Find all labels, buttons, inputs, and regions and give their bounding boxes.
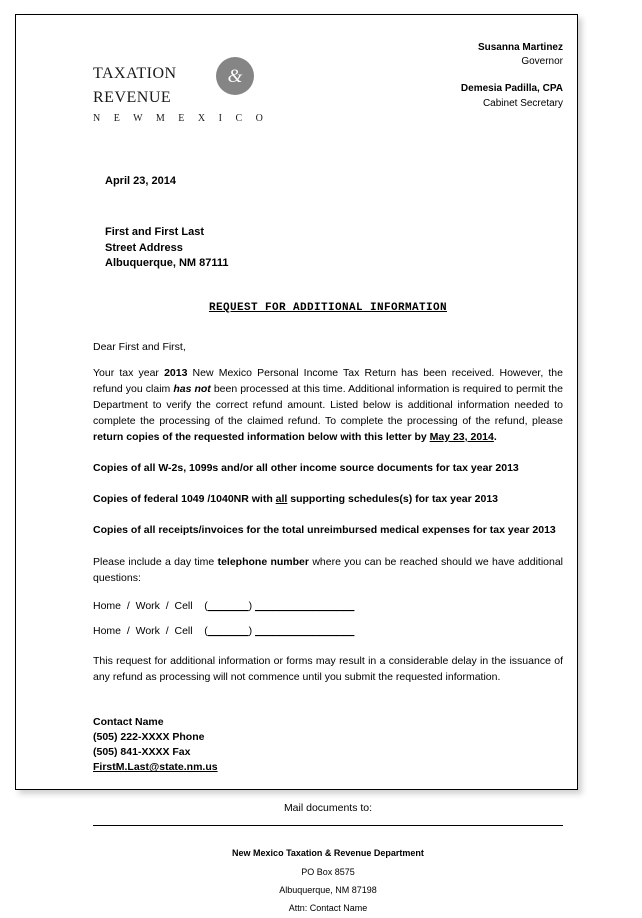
requested-item — [93, 492, 563, 508]
governor-title: Governor — [521, 56, 563, 68]
phone-area-open-paren: ( — [204, 599, 208, 612]
telephone-instruction-paragraph — [93, 555, 563, 587]
requested-item-text-after: supporting schedules(s) for tax year 2013 — [287, 492, 498, 505]
letterhead — [93, 15, 563, 149]
governor-name: Susanna Martinez — [477, 42, 563, 53]
cabinet-secretary-title: Cabinet Secretary — [482, 97, 563, 109]
para1-tax-year: 2013 — [164, 366, 188, 379]
para1-part3: been processed at this time. Additional information is required to permit the Department to verify the correct refund amount. Listed below is additional information needed to complete the processing of the claimed refund. To complete the processing of the refund, please — [93, 382, 563, 427]
letter-date: April 23, 2014 — [105, 175, 176, 187]
phone-type-labels: Home / Work / Cell — [93, 624, 193, 637]
contact-block — [93, 715, 563, 775]
phone-area-code-field[interactable]: _______ — [207, 599, 249, 612]
requested-item-underlined: all — [275, 492, 288, 505]
contact-name: Contact Name — [93, 716, 164, 729]
recipient-name: First and First Last — [105, 226, 205, 238]
phone-entry-row[interactable] — [93, 600, 563, 612]
phone-area-close-paren: ) — [248, 624, 253, 637]
para1-emphasis-has-not: has not — [173, 382, 211, 395]
para1-period: . — [493, 430, 497, 443]
mailing-attention: Attn: Contact Name — [288, 903, 368, 914]
requested-item-text-before: Copies of all W-2s, 1099s and/or all other income source documents for tax year 2013 — [93, 461, 519, 474]
phone-intro-bold: telephone number — [217, 556, 309, 569]
contact-phone: (505) 222-XXXX Phone — [93, 731, 205, 744]
ampersand-circle-icon: & — [216, 57, 254, 95]
logo-subtitle-new-mexico: N E W M E X I C O — [93, 113, 269, 124]
document-page — [15, 14, 578, 914]
phone-number-field[interactable]: _________________ — [255, 624, 355, 637]
phone-area-open-paren: ( — [204, 624, 208, 637]
phone-entry-row[interactable] — [93, 625, 563, 637]
para1-part1: Your tax year — [93, 366, 165, 379]
para1-deadline-date: May 23, 2014 — [429, 430, 494, 443]
phone-area-close-paren: ) — [248, 599, 253, 612]
cabinet-secretary-name: Demesia Padilla, CPA — [460, 83, 563, 95]
footer-divider — [93, 825, 563, 826]
recipient-address-block — [105, 225, 563, 272]
para1-part2: New Mexico Personal Income Tax Return has been received. However, the refund you claim — [93, 366, 563, 395]
recipient-street: Street Address — [105, 241, 183, 254]
phone-intro-part1: Please include a day time — [93, 556, 218, 569]
mail-documents-to-label: Mail documents to: — [283, 802, 373, 815]
phone-number-field[interactable]: _________________ — [255, 599, 355, 612]
contact-email-link[interactable]: FirstM.Last@state.nm.us — [93, 761, 218, 774]
officials-spacer — [461, 69, 563, 82]
salutation: Dear First and First, — [93, 340, 186, 353]
mailing-address-block — [93, 844, 563, 918]
intro-paragraph — [93, 366, 563, 446]
mailing-city-state-zip: Albuquerque, NM 87198 — [279, 884, 377, 895]
agency-logo — [93, 59, 333, 124]
logo-wordmark — [93, 59, 333, 106]
phone-intro-part2: where you can be reached should we have additional questions: — [93, 556, 564, 585]
mailing-po-box: PO Box 8575 — [301, 866, 355, 877]
logo-line-taxation: taxation — [93, 58, 177, 83]
recipient-city-state-zip: Albuquerque, NM 87111 — [105, 257, 229, 270]
contact-fax: (505) 841-XXXX Fax — [93, 746, 191, 759]
phone-area-code-field[interactable]: _______ — [207, 624, 249, 637]
closing-paragraph: This request for additional information or forms may result in a considerable delay in the issuance of any refund as processing will not commence until you submit the requested information. — [93, 654, 563, 683]
requested-item — [93, 461, 563, 477]
para1-bold-instruction: return copies of the requested information below with this letter by — [93, 430, 430, 443]
mailing-organization: New Mexico Taxation & Revenue Department — [232, 848, 424, 859]
officials-block — [461, 41, 563, 111]
requested-item — [93, 523, 563, 539]
requested-item-text-before: Copies of all receipts/invoices for the total unreimbursed medical expenses for tax year 2013 — [93, 523, 556, 536]
requested-item-text-before: Copies of federal 1049 /1040NR with — [93, 492, 276, 505]
phone-type-labels: Home / Work / Cell — [93, 599, 193, 612]
page-title: REQUEST FOR ADDITIONAL INFORMATION — [208, 301, 448, 314]
logo-line-revenue: revenue — [93, 82, 172, 107]
